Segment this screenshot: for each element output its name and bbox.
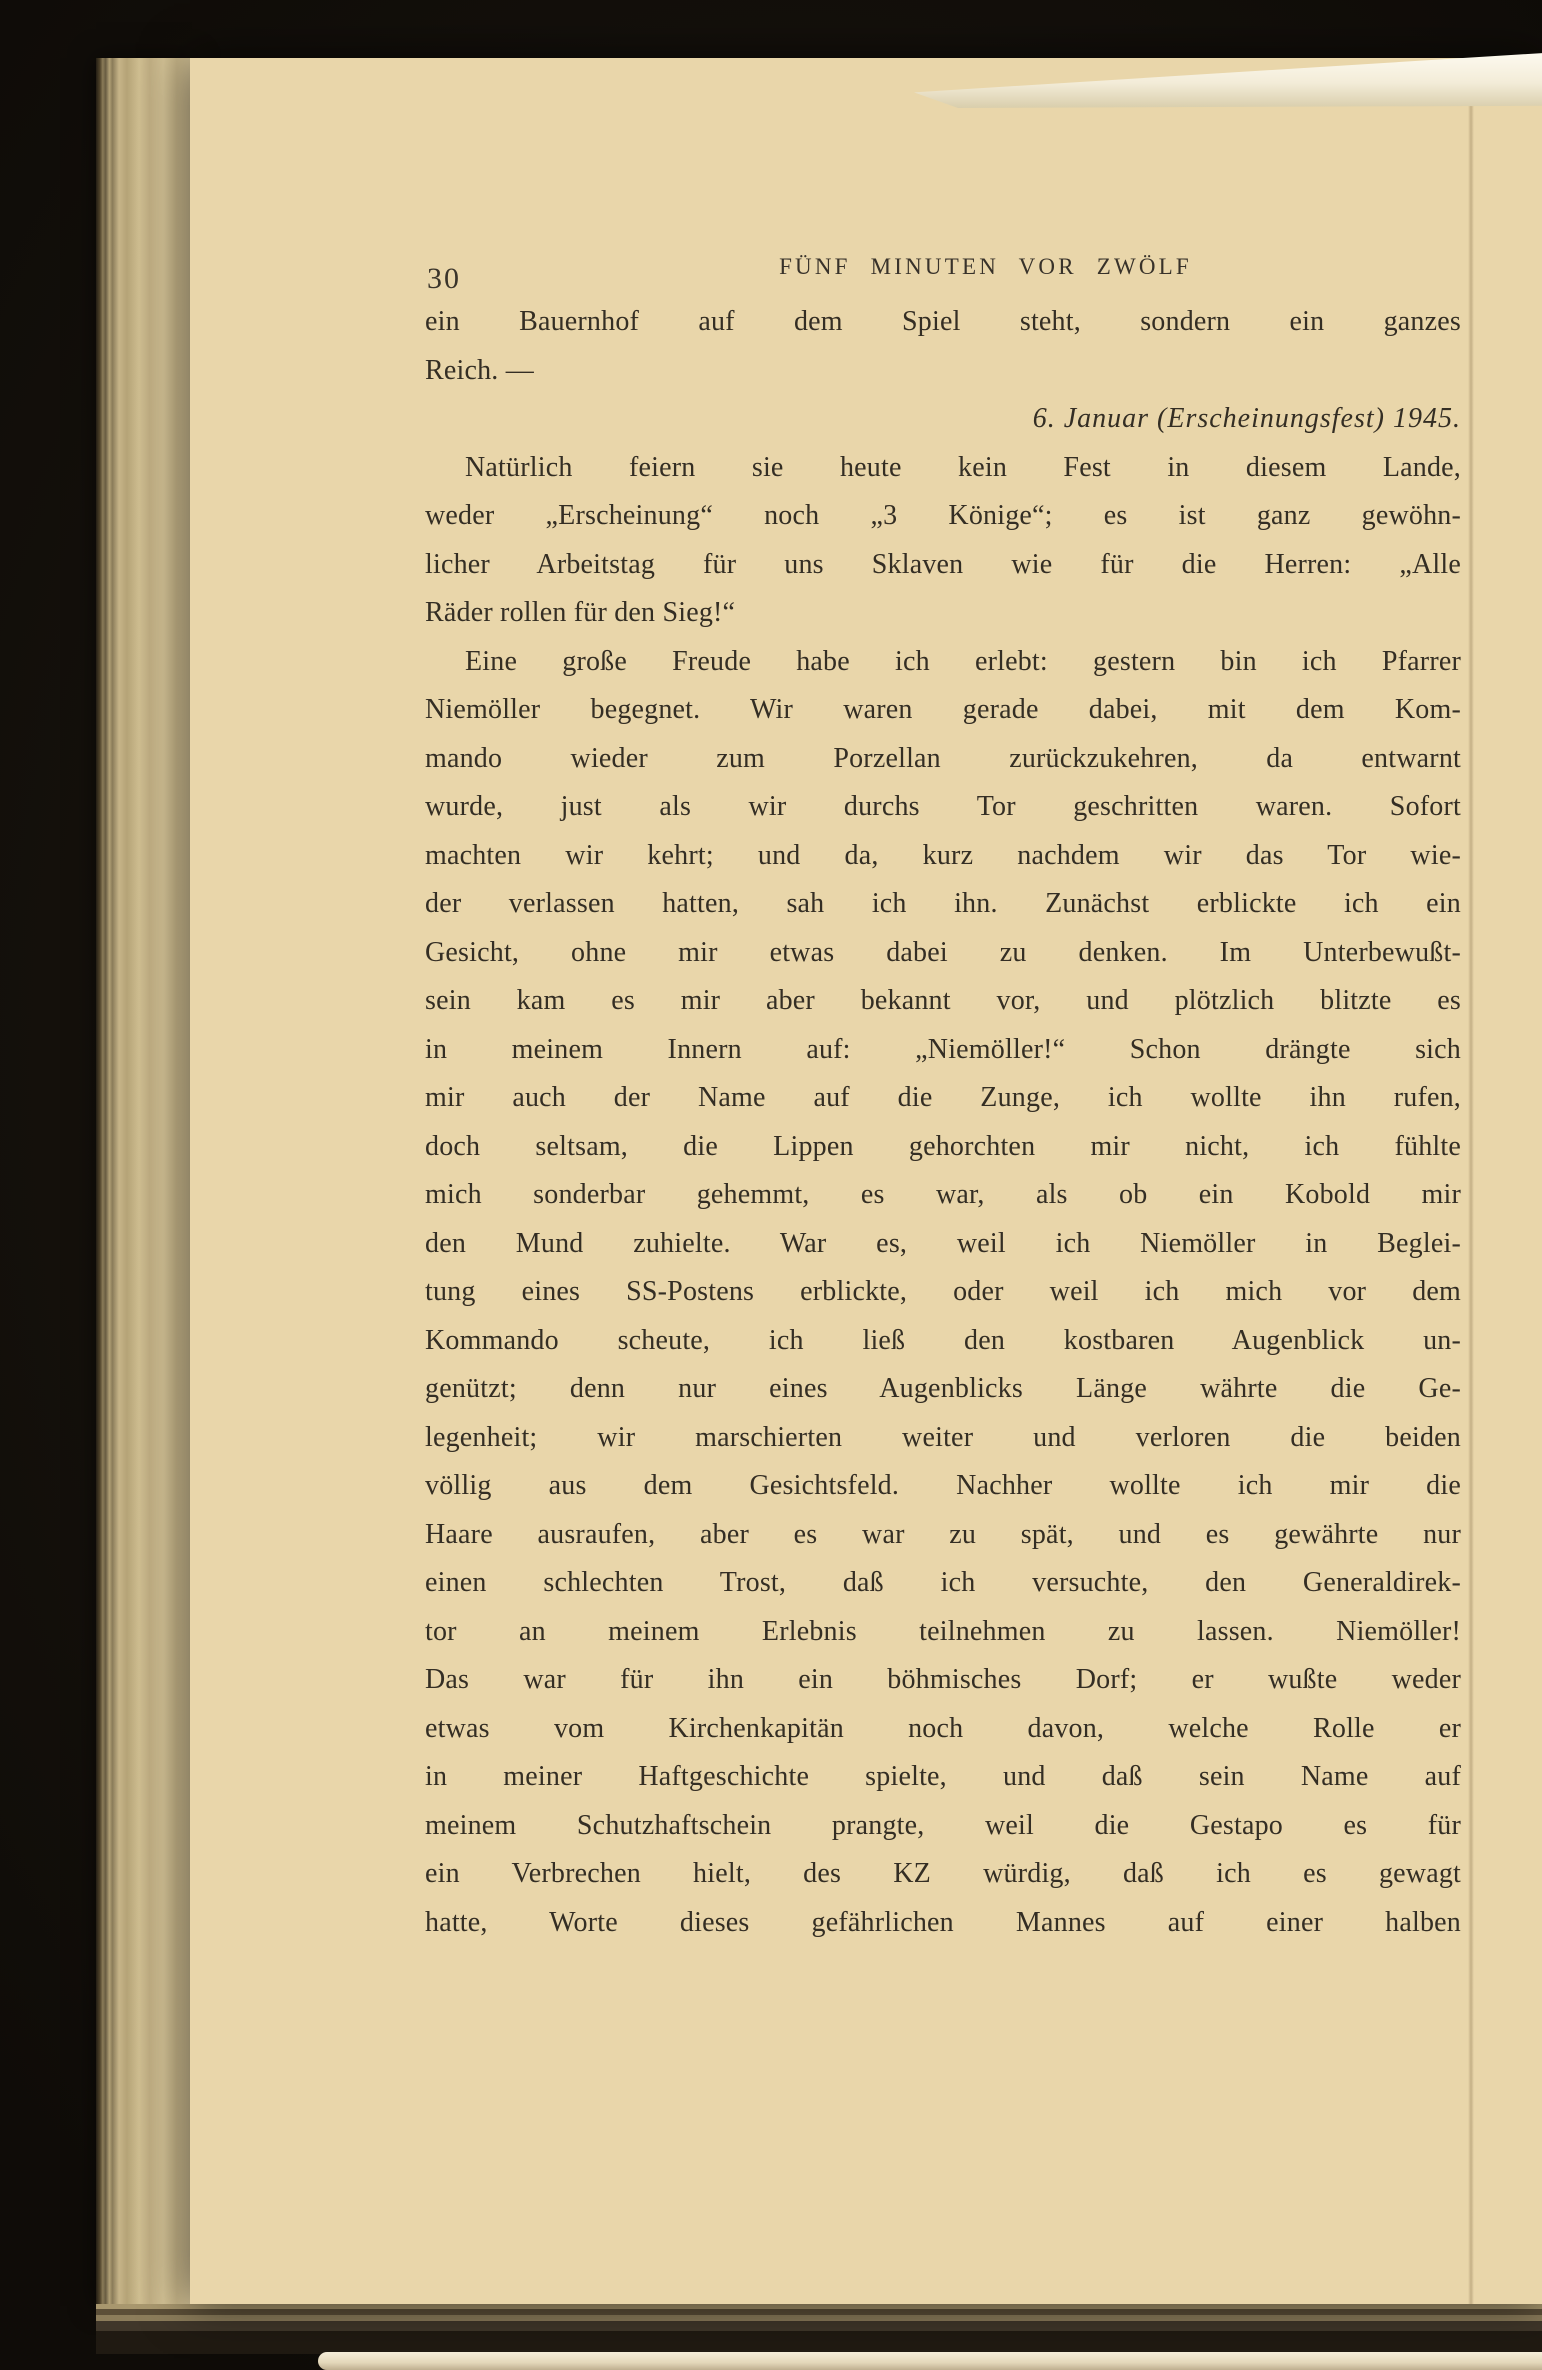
text-line: Gesicht, ohne mir etwas dabei zu denken. Im Unterbewußt- — [425, 936, 1461, 968]
page-edges-left — [96, 58, 192, 2306]
text-line: legenheit; wir marschierten weiter und verloren die beiden — [425, 1421, 1461, 1453]
text-line: tung eines SS-Postens erblickte, oder weil ich mich vor dem — [425, 1276, 1461, 1307]
text-line: weder „Erscheinung“ noch „3 Könige“; es ist ganz gewöhn- — [425, 500, 1461, 531]
text-line: Niemöller begegnet. Wir waren gerade dabei, mit dem Kom- — [425, 694, 1461, 725]
text-line: mich sonderbar gehemmt, es war, als ob ein Kobold mir — [425, 1179, 1461, 1210]
text-line: hatte, Worte dieses gefährlichen Mannes auf einer halben — [425, 1906, 1461, 1938]
page-crease — [1468, 58, 1474, 2304]
text-line: ein Bauernhof auf dem Spiel steht, sondern ein ganzes — [425, 306, 1461, 337]
text-line: den Mund zuhielte. War es, weil ich Niemöller in Beglei- — [425, 1227, 1461, 1259]
text-line: in meinem Innern auf: „Niemöller!“ Schon drängte sich — [425, 1033, 1461, 1065]
text-line: Natürlich feiern sie heute kein Fest in diesem Lande, — [465, 451, 1461, 483]
book-page — [190, 58, 1542, 2304]
text-line: wurde, just als wir durchs Tor geschritten waren. Sofort — [425, 791, 1461, 822]
text-line: mando wieder zum Porzellan zurückzukehren, da entwarnt — [425, 742, 1461, 774]
text-line: ein Verbrechen hielt, des KZ würdig, daß ich es gewagt — [425, 1858, 1461, 1889]
text-line: Das war für ihn ein böhmisches Dorf; er wußte weder — [425, 1664, 1461, 1695]
page-number: 30 — [427, 262, 461, 295]
text-line: einen schlechten Trost, daß ich versuchte, den Generaldirek- — [425, 1567, 1461, 1598]
page-edges-bottom — [96, 2304, 1542, 2354]
text-line: doch seltsam, die Lippen gehorchten mir nicht, ich fühlte — [425, 1130, 1461, 1162]
text-line: völlig aus dem Gesichtsfeld. Nachher wollte ich mir die — [425, 1470, 1461, 1501]
page-corner-curl — [914, 52, 1542, 108]
page-header — [425, 254, 1461, 300]
text-line: Eine große Freude habe ich erlebt: gestern bin ich Pfarrer — [465, 645, 1461, 677]
text-line: Kommando scheute, ich ließ den kostbaren Augenblick un- — [425, 1324, 1461, 1356]
text-line: sein kam es mir aber bekannt vor, und plötzlich blitzte es — [425, 985, 1461, 1016]
text-line: mir auch der Name auf die Zunge, ich wollte ihn rufen, — [425, 1082, 1461, 1113]
text-line: Reich. — — [425, 354, 534, 386]
text-line: machten wir kehrt; und da, kurz nachdem wir das Tor wie- — [425, 839, 1461, 871]
text-line: meinem Schutzhaftschein prangte, weil die Gestapo es für — [425, 1809, 1461, 1841]
text-line: 6. Januar (Erscheinungsfest) 1945. — [1032, 403, 1461, 434]
text-line: licher Arbeitstag für uns Sklaven wie für die Herren: „Alle — [425, 548, 1461, 580]
text-line: Haare ausraufen, aber es war zu spät, und es gewährte nur — [425, 1518, 1461, 1550]
book-bottom-edge — [318, 2352, 1542, 2370]
text-line: etwas vom Kirchenkapitän noch davon, welche Rolle er — [425, 1712, 1461, 1744]
text-line: in meiner Haftgeschichte spielte, und daß sein Name auf — [425, 1761, 1461, 1792]
text-line: genützt; denn nur eines Augenblicks Länge währte die Ge- — [425, 1373, 1461, 1404]
text-line: tor an meinem Erlebnis teilnehmen zu lassen. Niemöller! — [425, 1615, 1461, 1647]
text-line: der verlassen hatten, sah ich ihn. Zunächst erblickte ich ein — [425, 888, 1461, 919]
running-header: FÜNF MINUTEN VOR ZWÖLF — [779, 254, 1192, 279]
text-line: Räder rollen für den Sieg!“ — [425, 597, 736, 628]
page-text — [425, 298, 1461, 1947]
